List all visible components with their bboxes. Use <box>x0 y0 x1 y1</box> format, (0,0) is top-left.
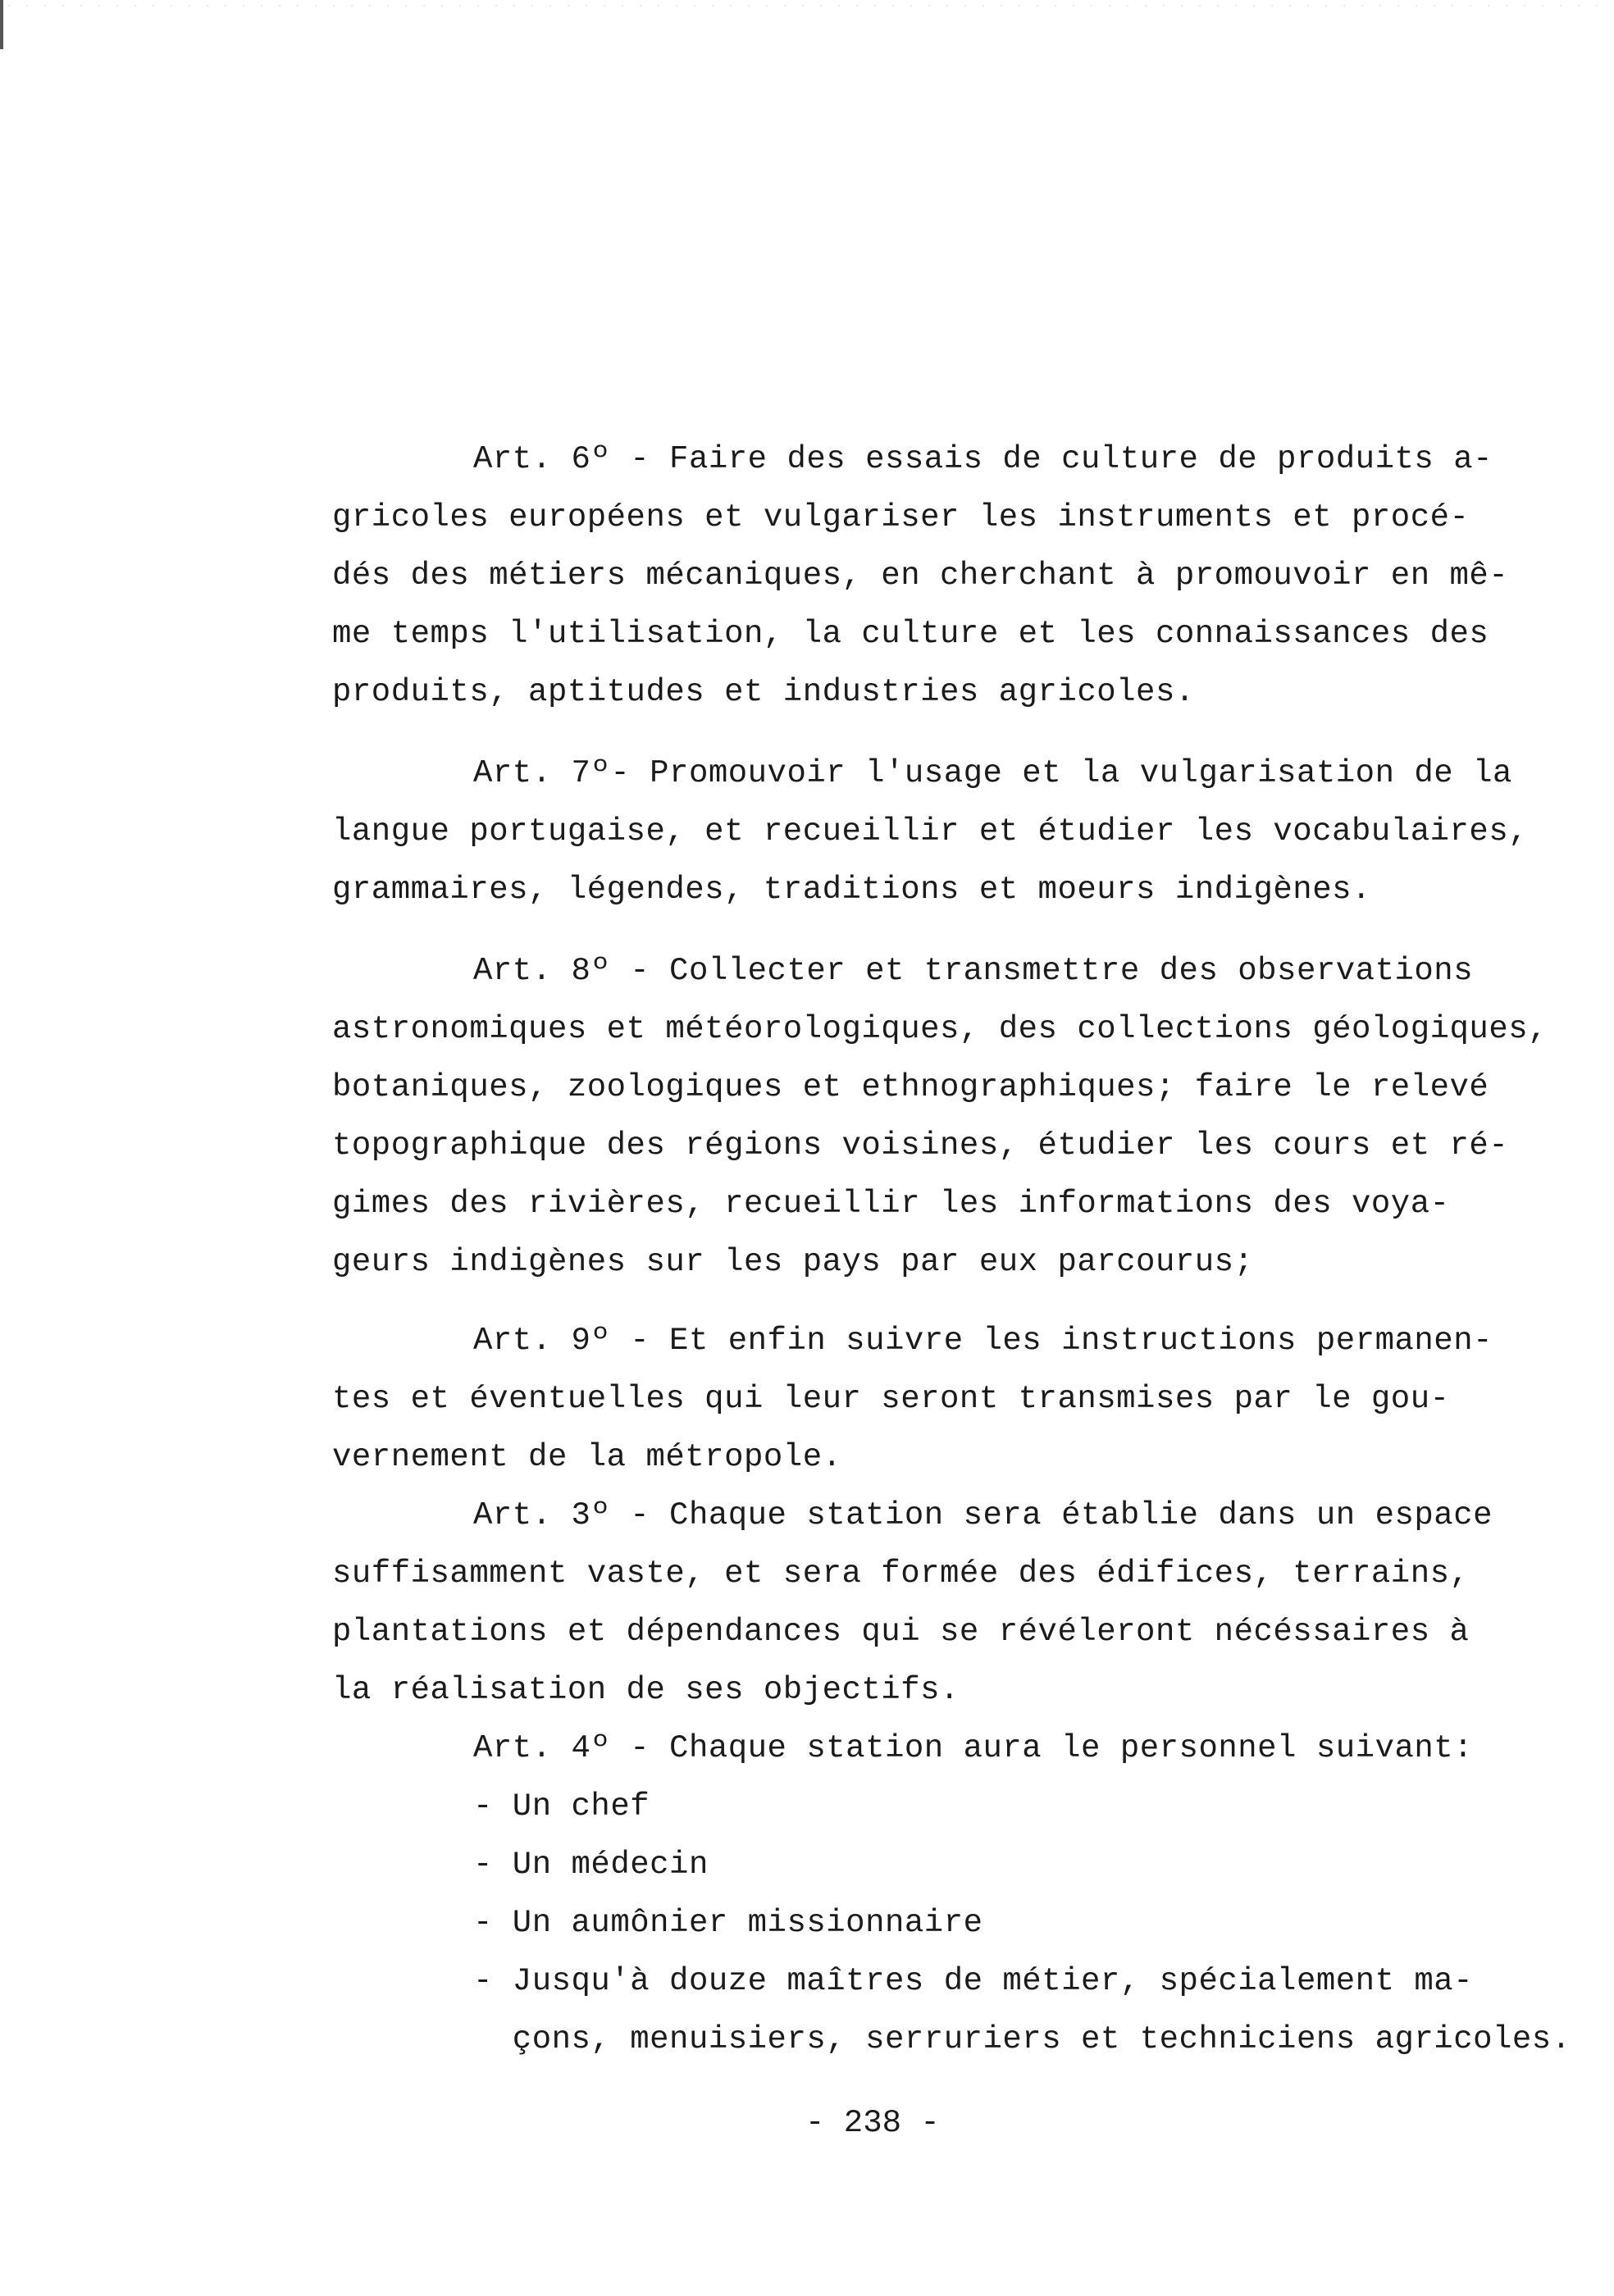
art4-line-1: Art. 4º - Chaque station aura le personnel suivant: <box>473 1730 1474 1766</box>
art3-line-4: la réalisation de ses objectifs. <box>332 1672 960 1708</box>
scan-top-noise <box>0 2 1614 10</box>
art7-line-1: Art. 7º- Promouvoir l'usage et la vulgarisation de la <box>473 755 1512 791</box>
art4-item-maitres-cont: çons, menuisiers, serruriers et techniciens agricoles. <box>473 2021 1571 2057</box>
art9-line-2: tes et éventuelles qui leur seront transmises par le gou- <box>332 1381 1450 1417</box>
art7-line-3: grammaires, légendes, traditions et moeurs indigènes. <box>332 872 1371 908</box>
art6-line-2: gricoles européens et vulgariser les instruments et procé- <box>332 499 1470 535</box>
art8-line-1: Art. 8º - Collecter et transmettre des observations <box>473 953 1474 989</box>
art8-line-5: gimes des rivières, recueillir les informations des voya- <box>332 1186 1450 1222</box>
art4-item-aumonier: - Un aumônier missionnaire <box>473 1905 983 1941</box>
art4-item-medecin: - Un médecin <box>473 1847 709 1883</box>
art8-line-6: geurs indigènes sur les pays par eux parcourus; <box>332 1244 1254 1280</box>
art4-item-maitres: - Jusqu'à douze maîtres de métier, spécialement ma- <box>473 1963 1474 1999</box>
art8-line-2: astronomiques et météorologiques, des collections géologiques, <box>332 1011 1548 1047</box>
art6-line-1: Art. 6º - Faire des essais de culture de produits a- <box>473 441 1493 477</box>
art4-item-chef: - Un chef <box>473 1788 650 1824</box>
art3-line-3: plantations et dépendances qui se révéleront nécéssaires à <box>332 1614 1470 1650</box>
art3-line-2: suffisamment vaste, et sera formée des édifices, terrains, <box>332 1556 1470 1592</box>
page-number: - 238 - <box>805 2105 940 2141</box>
art9-line-3: vernement de la métropole. <box>332 1439 842 1475</box>
art9-line-1: Art. 9º - Et enfin suivre les instructions permanen- <box>473 1323 1493 1359</box>
art6-line-3: dés des métiers mécaniques, en cherchant à promouvoir en mê- <box>332 558 1509 594</box>
art8-line-3: botaniques, zoologiques et ethnographiques; faire le relevé <box>332 1069 1489 1105</box>
art3-line-1: Art. 3º - Chaque station sera établie dans un espace <box>473 1497 1493 1533</box>
art8-line-4: topographique des régions voisines, étudier les cours et ré- <box>332 1128 1509 1164</box>
art7-line-2: langue portugaise, et recueillir et étudier les vocabulaires, <box>332 813 1529 850</box>
art6-line-5: produits, aptitudes et industries agricoles. <box>332 674 1195 710</box>
art6-line-4: me temps l'utilisation, la culture et les connaissances des <box>332 616 1489 652</box>
